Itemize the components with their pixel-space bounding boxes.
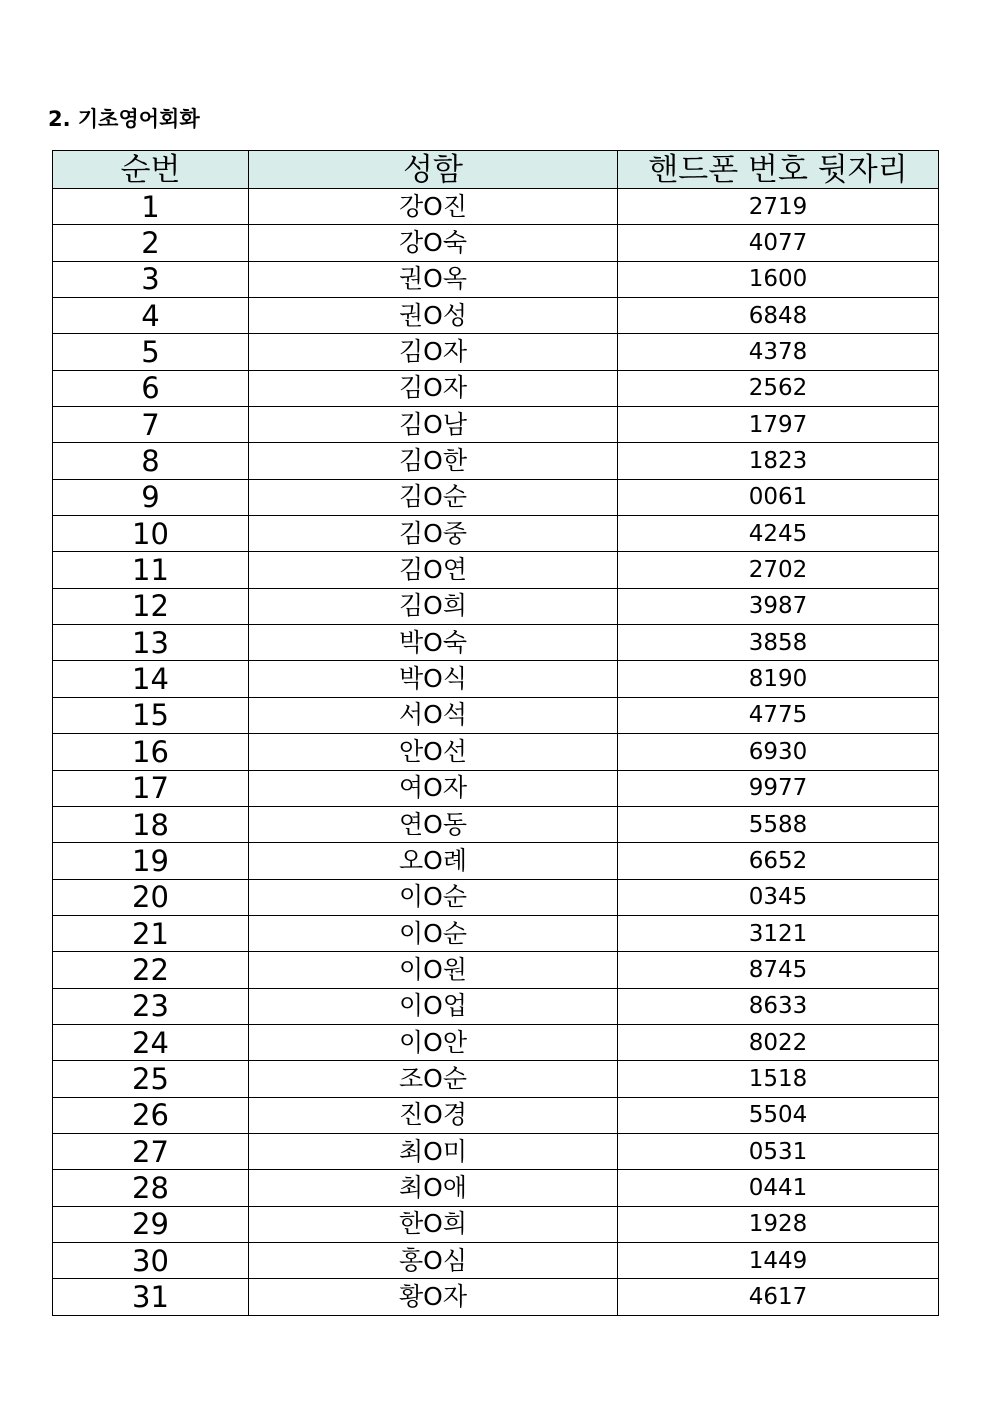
- row-name: 이O순: [249, 915, 618, 951]
- row-name: 서O석: [249, 697, 618, 733]
- row-phone-last-digits: 0441: [618, 1170, 939, 1206]
- row-number: 6: [53, 370, 249, 406]
- row-number: 25: [53, 1061, 249, 1097]
- row-name: 안O선: [249, 734, 618, 770]
- row-number: 28: [53, 1170, 249, 1206]
- table-body: [53, 189, 939, 1316]
- row-number: 15: [53, 697, 249, 733]
- table-row: [53, 697, 939, 733]
- table-row: [53, 988, 939, 1024]
- table-row: [53, 261, 939, 297]
- table-row: [53, 1242, 939, 1278]
- row-number: 9: [53, 479, 249, 515]
- table-row: [53, 1170, 939, 1206]
- row-name: 진O경: [249, 1097, 618, 1133]
- table-header: [53, 151, 939, 189]
- row-name: 이O원: [249, 952, 618, 988]
- row-phone-last-digits: 2562: [618, 370, 939, 406]
- row-number: 14: [53, 661, 249, 697]
- row-number: 22: [53, 952, 249, 988]
- row-phone-last-digits: 6848: [618, 298, 939, 334]
- row-name: 김O순: [249, 479, 618, 515]
- row-name: 강O진: [249, 189, 618, 225]
- table-row: [53, 915, 939, 951]
- row-number: 5: [53, 334, 249, 370]
- row-number: 18: [53, 806, 249, 842]
- header-row: [53, 151, 939, 189]
- table-row: [53, 1133, 939, 1169]
- row-name: 여O자: [249, 770, 618, 806]
- table-row: [53, 443, 939, 479]
- row-name: 김O중: [249, 516, 618, 552]
- row-phone-last-digits: 1797: [618, 407, 939, 443]
- row-number: 1: [53, 189, 249, 225]
- table-row: [53, 516, 939, 552]
- row-name: 권O성: [249, 298, 618, 334]
- table-row: [53, 806, 939, 842]
- row-name: 이O업: [249, 988, 618, 1024]
- row-name: 강O숙: [249, 225, 618, 261]
- section-title: 2. 기초영어회화: [48, 107, 200, 131]
- row-phone-last-digits: 4245: [618, 516, 939, 552]
- row-name: 최O미: [249, 1133, 618, 1169]
- row-name: 김O자: [249, 370, 618, 406]
- row-name: 오O례: [249, 843, 618, 879]
- row-number: 24: [53, 1024, 249, 1060]
- row-phone-last-digits: 3858: [618, 625, 939, 661]
- row-number: 31: [53, 1279, 249, 1315]
- row-phone-last-digits: 9977: [618, 770, 939, 806]
- row-phone-last-digits: 5504: [618, 1097, 939, 1133]
- row-number: 23: [53, 988, 249, 1024]
- row-name: 이O안: [249, 1024, 618, 1060]
- row-phone-last-digits: 0531: [618, 1133, 939, 1169]
- row-phone-last-digits: 6652: [618, 843, 939, 879]
- row-phone-last-digits: 8633: [618, 988, 939, 1024]
- table-row: [53, 225, 939, 261]
- table-row: [53, 843, 939, 879]
- table-row: [53, 370, 939, 406]
- row-number: 30: [53, 1242, 249, 1278]
- row-phone-last-digits: 0345: [618, 879, 939, 915]
- row-name: 한O희: [249, 1206, 618, 1242]
- table-row: [53, 734, 939, 770]
- row-number: 11: [53, 552, 249, 588]
- row-number: 20: [53, 879, 249, 915]
- row-name: 권O옥: [249, 261, 618, 297]
- row-phone-last-digits: 0061: [618, 479, 939, 515]
- column-header-name: 성함: [249, 151, 618, 189]
- table-row: [53, 625, 939, 661]
- table-row: [53, 407, 939, 443]
- row-name: 홍O심: [249, 1242, 618, 1278]
- row-phone-last-digits: 1600: [618, 261, 939, 297]
- row-phone-last-digits: 8022: [618, 1024, 939, 1060]
- row-number: 21: [53, 915, 249, 951]
- row-number: 10: [53, 516, 249, 552]
- row-number: 4: [53, 298, 249, 334]
- row-name: 조O순: [249, 1061, 618, 1097]
- row-number: 13: [53, 625, 249, 661]
- row-name: 김O연: [249, 552, 618, 588]
- column-header-number: 순번: [53, 151, 249, 189]
- row-name: 최O애: [249, 1170, 618, 1206]
- row-phone-last-digits: 4378: [618, 334, 939, 370]
- table-row: [53, 189, 939, 225]
- row-number: 17: [53, 770, 249, 806]
- table-row: [53, 879, 939, 915]
- row-name: 이O순: [249, 879, 618, 915]
- row-phone-last-digits: 2719: [618, 189, 939, 225]
- table-row: [53, 770, 939, 806]
- row-phone-last-digits: 2702: [618, 552, 939, 588]
- table-row: [53, 479, 939, 515]
- row-phone-last-digits: 8745: [618, 952, 939, 988]
- row-number: 16: [53, 734, 249, 770]
- row-phone-last-digits: 1928: [618, 1206, 939, 1242]
- row-name: 김O한: [249, 443, 618, 479]
- row-name: 박O숙: [249, 625, 618, 661]
- participant-table: [52, 150, 939, 1316]
- row-phone-last-digits: 1449: [618, 1242, 939, 1278]
- table-row: [53, 1279, 939, 1315]
- row-phone-last-digits: 3121: [618, 915, 939, 951]
- row-phone-last-digits: 4077: [618, 225, 939, 261]
- row-phone-last-digits: 5588: [618, 806, 939, 842]
- table-row: [53, 1024, 939, 1060]
- table-row: [53, 1097, 939, 1133]
- table-row: [53, 661, 939, 697]
- row-number: 3: [53, 261, 249, 297]
- row-number: 2: [53, 225, 249, 261]
- row-phone-last-digits: 4775: [618, 697, 939, 733]
- table-row: [53, 1206, 939, 1242]
- row-phone-last-digits: 4617: [618, 1279, 939, 1315]
- table-row: [53, 552, 939, 588]
- row-phone-last-digits: 3987: [618, 588, 939, 624]
- row-phone-last-digits: 1518: [618, 1061, 939, 1097]
- column-header-phone-last-digits: 핸드폰 번호 뒷자리: [618, 151, 939, 189]
- row-number: 12: [53, 588, 249, 624]
- row-name: 김O남: [249, 407, 618, 443]
- row-phone-last-digits: 1823: [618, 443, 939, 479]
- row-phone-last-digits: 8190: [618, 661, 939, 697]
- row-number: 27: [53, 1133, 249, 1169]
- row-number: 19: [53, 843, 249, 879]
- row-name: 박O식: [249, 661, 618, 697]
- row-number: 8: [53, 443, 249, 479]
- row-number: 26: [53, 1097, 249, 1133]
- row-number: 29: [53, 1206, 249, 1242]
- table-row: [53, 334, 939, 370]
- table-row: [53, 298, 939, 334]
- table-row: [53, 1061, 939, 1097]
- row-name: 김O자: [249, 334, 618, 370]
- row-name: 연O동: [249, 806, 618, 842]
- row-phone-last-digits: 6930: [618, 734, 939, 770]
- table-row: [53, 952, 939, 988]
- row-name: 김O희: [249, 588, 618, 624]
- row-number: 7: [53, 407, 249, 443]
- table-row: [53, 588, 939, 624]
- row-name: 황O자: [249, 1279, 618, 1315]
